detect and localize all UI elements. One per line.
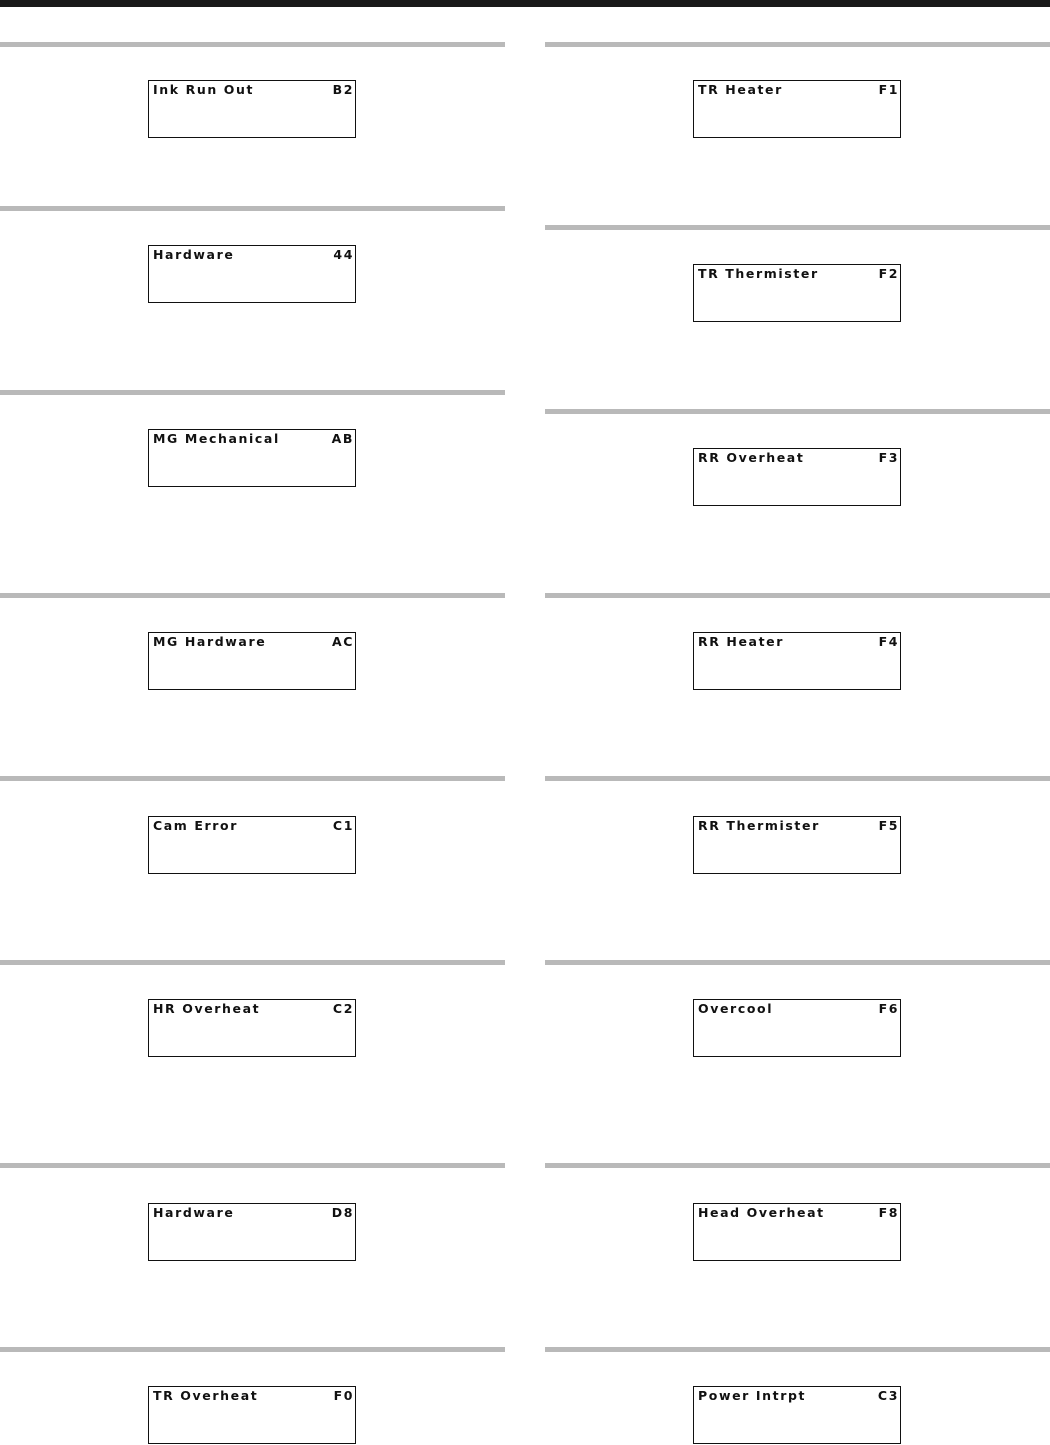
section-divider [0, 390, 505, 395]
section-divider [0, 206, 505, 211]
lcd-message: TR Heater [698, 82, 783, 97]
section-divider [545, 960, 1050, 965]
section-divider [0, 593, 505, 598]
lcd-error-code: F8 [878, 1205, 899, 1220]
lcd-message: Hardware [153, 1205, 235, 1220]
lcd-error-code: F5 [878, 818, 899, 833]
lcd-message: Cam Error [153, 818, 239, 833]
section-divider [0, 42, 505, 47]
lcd-message: RR Overheat [698, 450, 805, 465]
lcd-error-code: F2 [878, 266, 899, 281]
section-divider [545, 225, 1050, 230]
lcd-display [693, 264, 901, 322]
lcd-display [148, 632, 356, 690]
lcd-error-code: F6 [878, 1001, 899, 1016]
section-divider [545, 1163, 1050, 1168]
section-divider [545, 409, 1050, 414]
lcd-error-code: C1 [332, 818, 354, 833]
section-divider [545, 776, 1050, 781]
lcd-message: HR Overheat [153, 1001, 261, 1016]
section-divider [545, 42, 1050, 47]
lcd-display [148, 1203, 356, 1261]
lcd-message: Hardware [153, 247, 235, 262]
lcd-display [148, 429, 356, 487]
lcd-error-code: AC [331, 634, 354, 649]
lcd-display [693, 1203, 901, 1261]
lcd-error-code: F4 [878, 634, 899, 649]
lcd-message: TR Overheat [153, 1388, 259, 1403]
lcd-display [148, 245, 356, 303]
lcd-message: Ink Run Out [153, 82, 255, 97]
section-divider [0, 776, 505, 781]
lcd-error-code: F0 [333, 1388, 354, 1403]
lcd-message: RR Heater [698, 634, 784, 649]
lcd-message: Power Intrpt [698, 1388, 807, 1403]
lcd-message: MG Mechanical [153, 431, 280, 446]
lcd-error-code: F3 [878, 450, 899, 465]
lcd-error-code: F1 [878, 82, 899, 97]
lcd-display [693, 80, 901, 138]
lcd-message: MG Hardware [153, 634, 267, 649]
lcd-error-code: D8 [331, 1205, 354, 1220]
lcd-message: TR Thermister [698, 266, 819, 281]
lcd-message: Head Overheat [698, 1205, 825, 1220]
lcd-display [693, 816, 901, 874]
section-divider [0, 1347, 505, 1352]
lcd-error-code: C3 [877, 1388, 899, 1403]
lcd-display [693, 1386, 901, 1444]
lcd-error-code: AB [331, 431, 354, 446]
lcd-display [148, 999, 356, 1057]
lcd-display [148, 1386, 356, 1444]
lcd-error-code: 44 [333, 247, 354, 262]
section-divider [0, 960, 505, 965]
lcd-display [693, 448, 901, 506]
section-divider [0, 1163, 505, 1168]
lcd-display [693, 999, 901, 1057]
lcd-display [693, 632, 901, 690]
lcd-display [148, 816, 356, 874]
lcd-message: RR Thermister [698, 818, 820, 833]
lcd-display [148, 80, 356, 138]
lcd-error-code: B2 [332, 82, 354, 97]
section-divider [545, 1347, 1050, 1352]
lcd-message: Overcool [698, 1001, 774, 1016]
page-top-border [0, 0, 1050, 7]
section-divider [545, 593, 1050, 598]
lcd-error-code: C2 [332, 1001, 354, 1016]
